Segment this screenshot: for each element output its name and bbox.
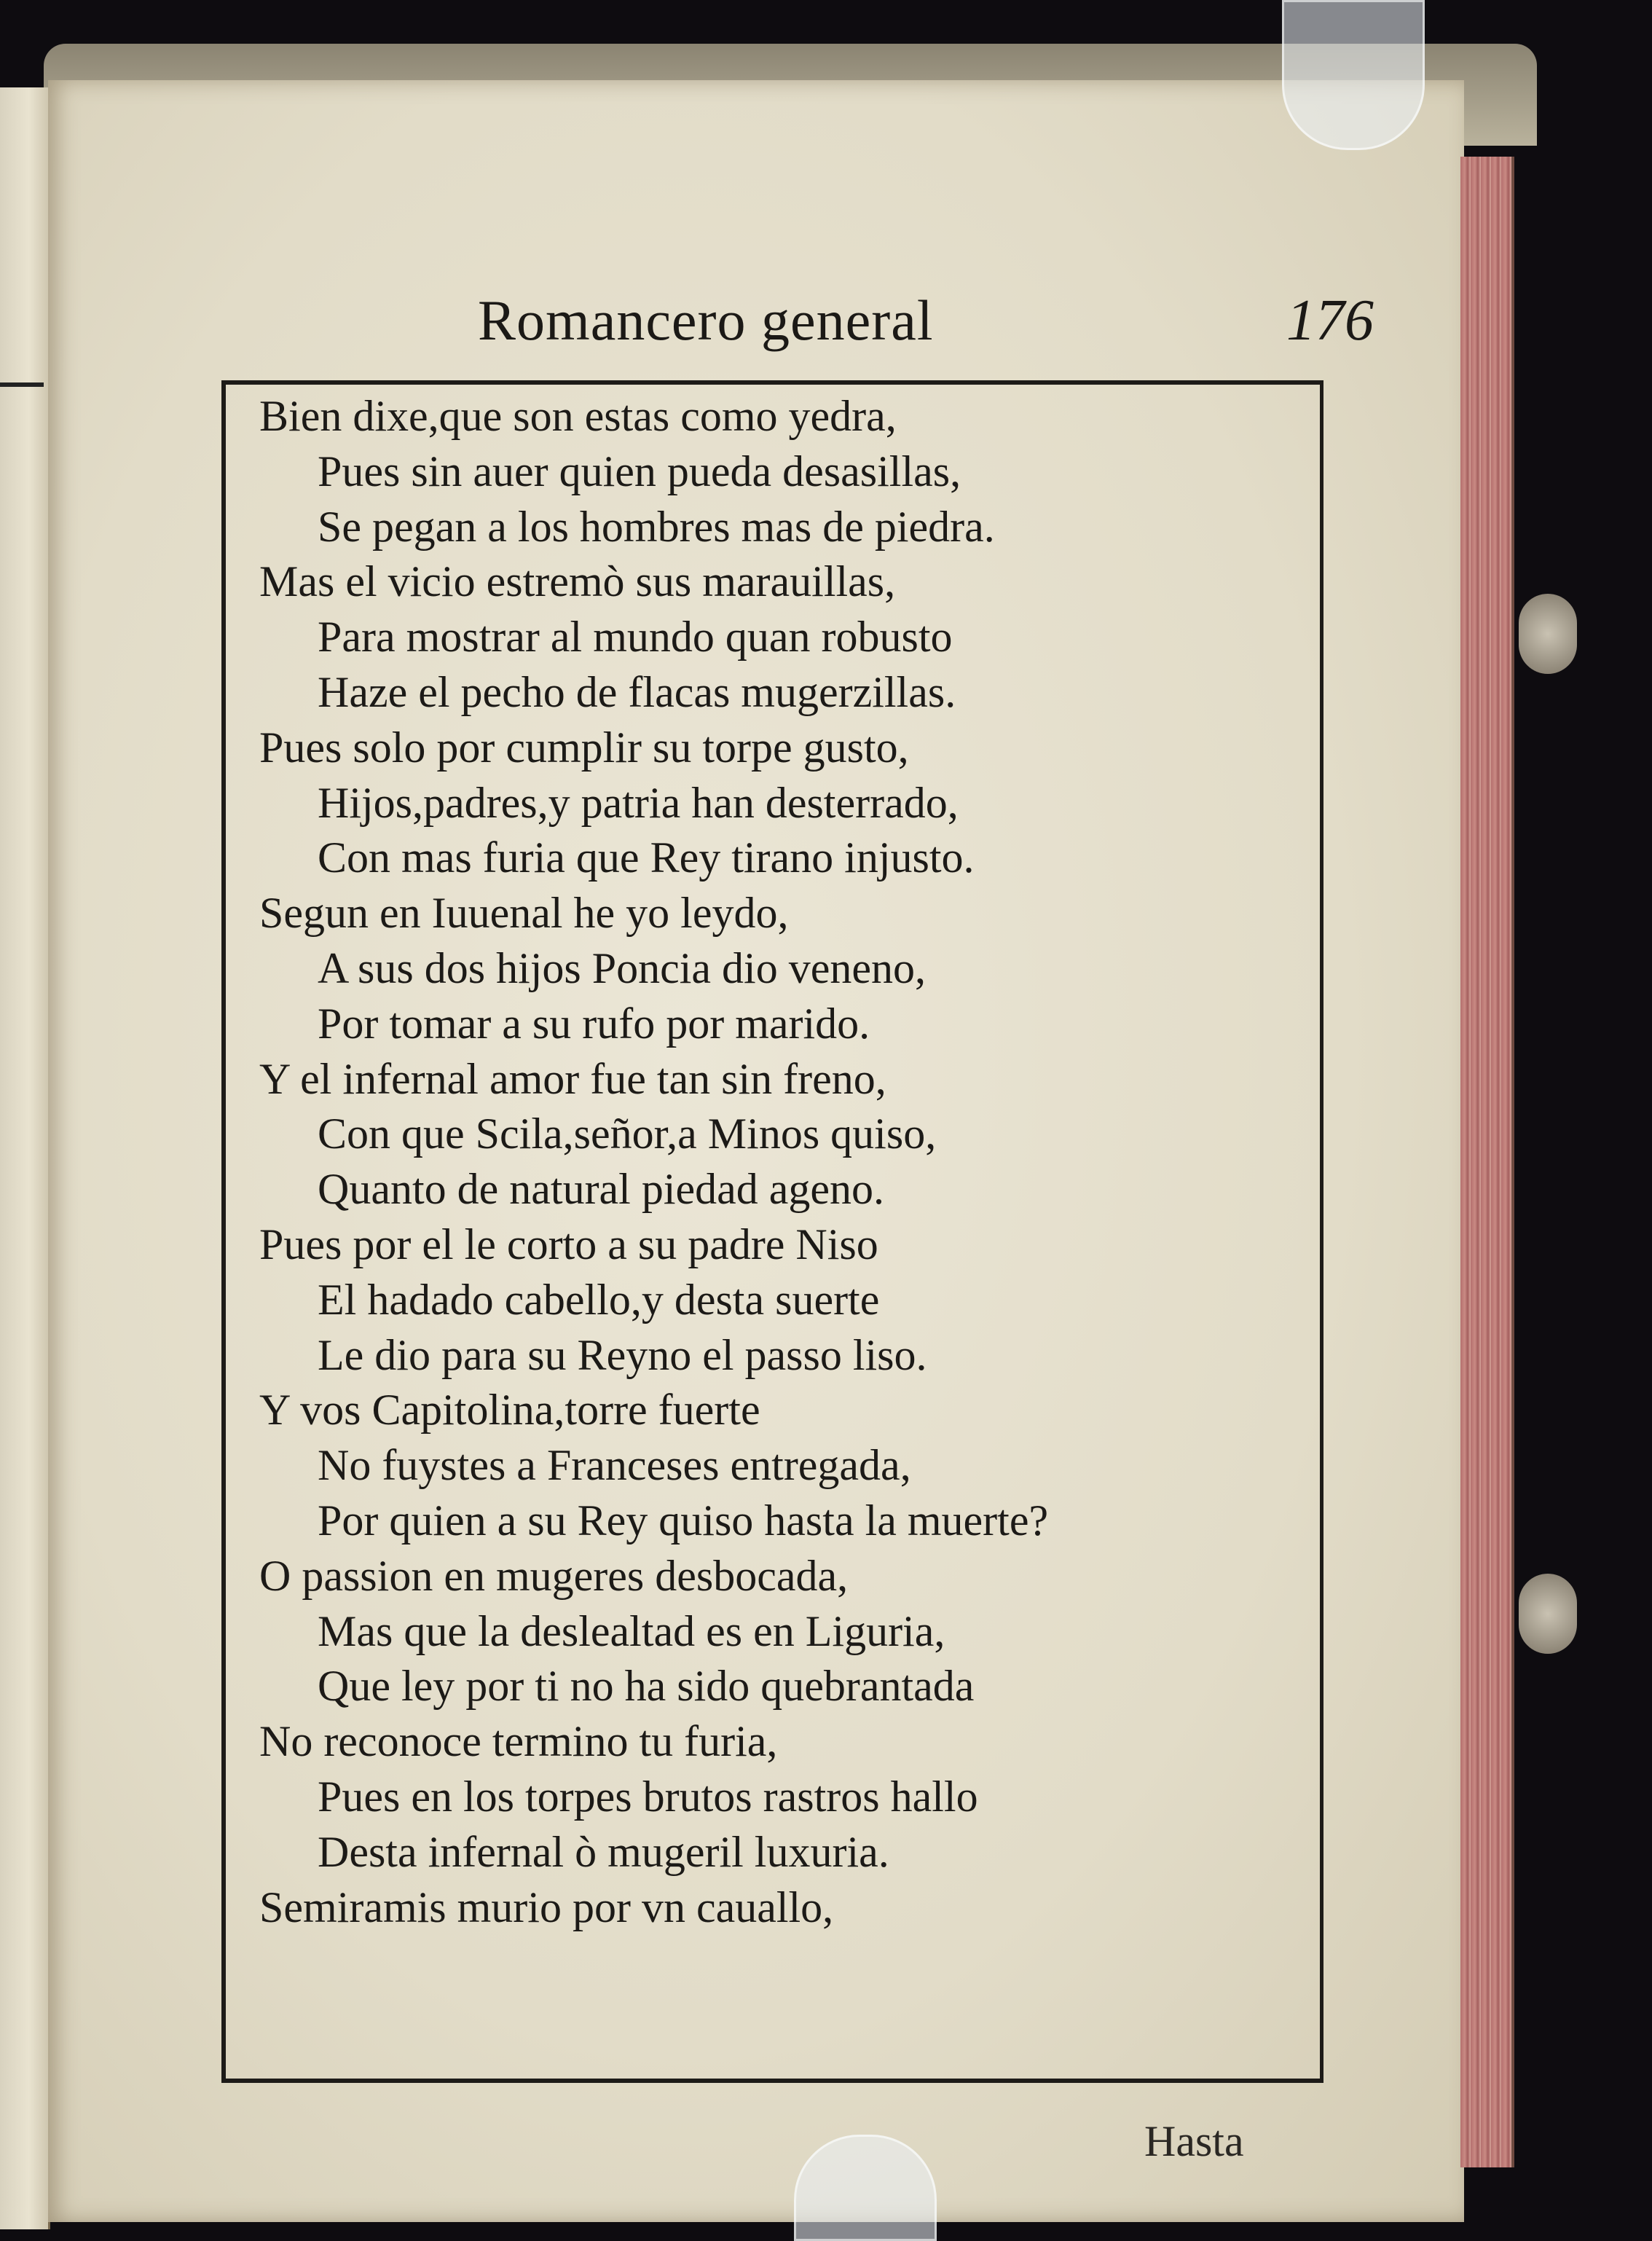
verse-line: Mas el vicio estremò sus marauillas, — [259, 557, 896, 606]
verse-line: Se pegan a los hombres mas de piedra. — [318, 502, 995, 551]
verse-line: Bien dixe,que son estas como yedra, — [259, 392, 897, 440]
verse-line: Segun en Iuuenal he yo leydo, — [259, 889, 789, 938]
binding-tie — [1519, 594, 1577, 674]
verse-line: Haze el pecho de flacas mugerzillas. — [318, 667, 956, 716]
verse-line: Pues en los torpes brutos rastros hallo — [318, 1772, 978, 1821]
clip-holder — [1282, 0, 1425, 150]
verse-list — [259, 389, 1308, 1935]
verse-line: Pues por el le corto a su padre Niso — [259, 1220, 878, 1268]
binding-tie — [1519, 1574, 1577, 1654]
verse-line: Y vos Capitolina,torre fuerte — [259, 1386, 760, 1435]
verse-line: Hijos,padres,y patria han desterrado, — [318, 778, 959, 827]
previous-page-rule — [0, 382, 44, 387]
verse-line: Semiramis murio por vn cauallo, — [259, 1883, 834, 1931]
verse-line: Para mostrar al mundo quan robusto — [318, 613, 953, 662]
verse-line: Le dio para su Reyno el passo liso. — [318, 1330, 927, 1379]
verse-line: Quanto de natural piedad ageno. — [318, 1165, 885, 1214]
verse-line: Mas que la deslealtad es en Liguria, — [318, 1606, 945, 1655]
previous-page-edge — [0, 87, 50, 2229]
text-frame — [221, 380, 1323, 2083]
verse-line: Que ley por ti no ha sido quebrantada — [318, 1662, 975, 1711]
verse-line: Pues sin auer quien pueda desasillas, — [318, 447, 961, 495]
verse-line: No fuystes a Franceses entregada, — [318, 1441, 911, 1490]
verse-line: Por quien a su Rey quiso hasta la muerte? — [318, 1496, 1049, 1545]
page-header — [471, 288, 1374, 368]
verse-line: No reconoce termino tu furia, — [259, 1717, 778, 1766]
verse-line: Con que Scila,señor,a Minos quiso, — [318, 1110, 937, 1158]
page-number: 176 — [1286, 289, 1374, 353]
book-page — [48, 80, 1464, 2222]
red-page-edge — [1460, 157, 1514, 2167]
verse-line: O passion en mugeres desbocada, — [259, 1551, 849, 1600]
verse-line: El hadado cabello,y desta suerte — [318, 1275, 880, 1324]
running-title: Romancero general — [478, 289, 934, 352]
verse-line: A sus dos hijos Poncia dio veneno, — [318, 943, 926, 992]
verse-line: Con mas furia que Rey tirano injusto. — [318, 833, 975, 882]
catchword: Hasta — [1144, 2117, 1244, 2165]
verse-line: Y el infernal amor fue tan sin freno, — [259, 1054, 886, 1103]
verse-line: Desta infernal ò mugeril luxuria. — [318, 1827, 889, 1876]
verse-line: Pues solo por cumplir su torpe gusto, — [259, 723, 909, 772]
verse-line: Por tomar a su rufo por marido. — [318, 999, 870, 1048]
